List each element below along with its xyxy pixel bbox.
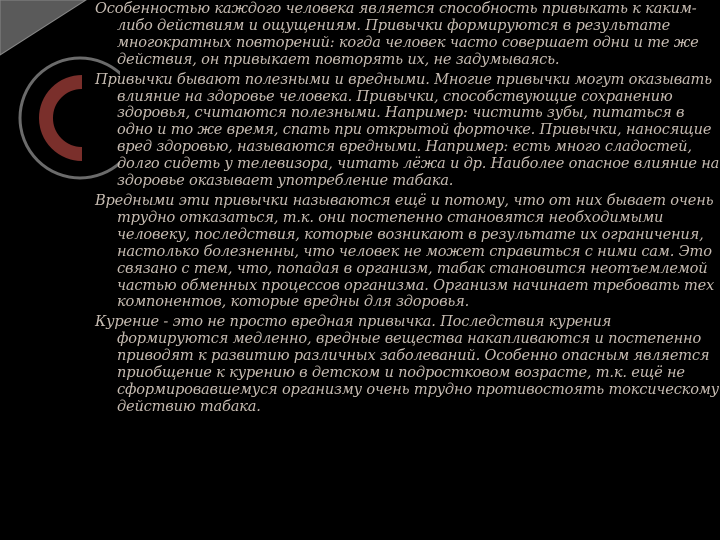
- paragraph-why-harmful: Вредными эти привычки называются ещё и потому, что от них бывает очень трудно отказаться, т.к. они постепенно становятся необходимыми человеку, последствия, которые возникают в результате их ограничения, настолько болезненны, что человек не может справиться с ними сам. Это связано с тем, что, попадая в организм, табак становится неотъемлемой частью обменных процессов организма. Организм начинает требовать тех компонентов, которые вредны для здоровья.: [95, 191, 715, 311]
- corner-triangle: [0, 0, 86, 55]
- text-content: [95, 1, 720, 419]
- paragraph-habits-intro: Особенностью каждого человека является способность привыкать к каким-либо действиям и ощущениям. Привычки формируются в результате многократных повторений: когда человек часто совершает одни и те же действия, он привыкает повторять их, не задумываясь.: [95, 0, 699, 68]
- paragraph-useful-harmful: Привычки бывают полезными и вредными. Многие привычки могут оказывать влияние на здоровье человека. Привычки, способствующие сохранению здоровья, считаются полезными. Например: чистить зубы, питаться в одно и то же время, спать при открытой форточке. Привычки, наносящие вред здоровью, называются вредными. Например: есть много сладостей, долго сидеть у телевизора, читать лёжа и др. Наиболее опасное влияние на здоровье оказывает употребление табака.: [95, 70, 720, 190]
- paragraph-smoking: Курение - это не просто вредная привычка. Последствия курения формируются медленно, вредные вещества накапливаются и постепенно приводят к развитию различных заболеваний. Особенно опасным является приобщение к курению в детском и подростковом возрасте, т.к. ещё не сформировавшемуся организму очень трудно противостоять токсическому действию табака.: [95, 313, 719, 415]
- decorative-arc: [46, 82, 82, 154]
